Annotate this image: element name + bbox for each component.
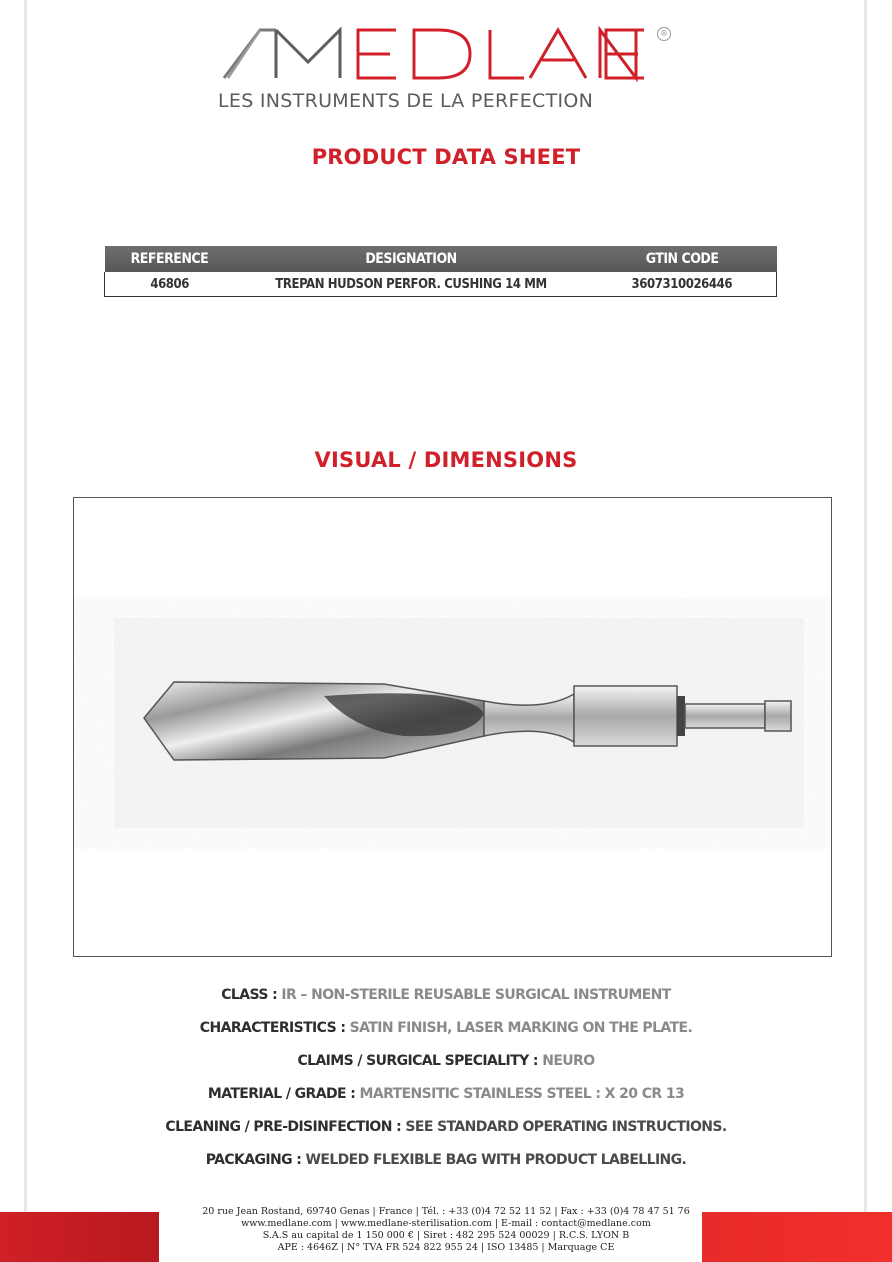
spec-packaging: PACKAGING : WELDED FLEXIBLE BAG WITH PRODUCT LABELLING. [205,1152,687,1168]
spec-class: CLASS : IR – NON-STERILE REUSABLE SURGICAL INSTRUMENT [221,987,671,1003]
product-visual-frame [73,497,832,957]
header-designation: DESIGNATION [234,246,587,272]
spec-material: MATERIAL / GRADE : MARTENSITIC STAINLESS STEEL : X 20 CR 13 [207,1086,685,1102]
spec-claims: CLAIMS / SURGICAL SPECIALITY : NEURO [297,1053,595,1069]
spec-cleaning: CLEANING / PRE-DISINFECTION : SEE STANDARD OPERATING INSTRUCTIONS. [165,1119,727,1135]
cell-designation: TREPAN HUDSON PERFOR. CUSHING 14 MM [234,272,587,297]
brand-tagline: LES INSTRUMENTS DE LA PERFECTION [218,90,594,112]
footer-address: 20 rue Jean Rostand, 69740 Genas | France | Tél. : +33 (0)4 72 52 11 52 | Fax : +33 (0)4 78 47 51 76 [202,1206,690,1217]
specifications-list [0,983,892,1181]
product-data-sheet-title: PRODUCT DATA SHEET [311,145,581,169]
cell-reference: 46806 [105,272,235,297]
trepan-instrument-illustration [74,498,831,956]
header-reference: REFERENCE [105,246,235,272]
footer-web: www.medlane.com | www.medlane-sterilisation.com | E-mail : contact@medlane.com [241,1218,651,1229]
header-gtin-code: GTIN CODE [588,246,777,272]
registered-mark: ® [657,27,671,41]
cell-gtin-code: 3607310026446 [588,272,777,297]
visual-dimensions-title: VISUAL / DIMENSIONS [314,448,578,472]
footer-company: S.A.S au capital de 1 150 000 € | Siret : 482 295 524 00029 | R.C.S. LYON B [262,1230,630,1241]
table-row [105,272,777,297]
reference-table [104,246,777,297]
spec-characteristics: CHARACTERISTICS : SATIN FINISH, LASER MARKING ON THE PLATE. [199,1020,693,1036]
footer-contact [0,1206,892,1254]
footer-registration: APE : 4646Z | N° TVA FR 524 822 955 24 | ISO 13485 | Marquage CE [277,1242,615,1253]
